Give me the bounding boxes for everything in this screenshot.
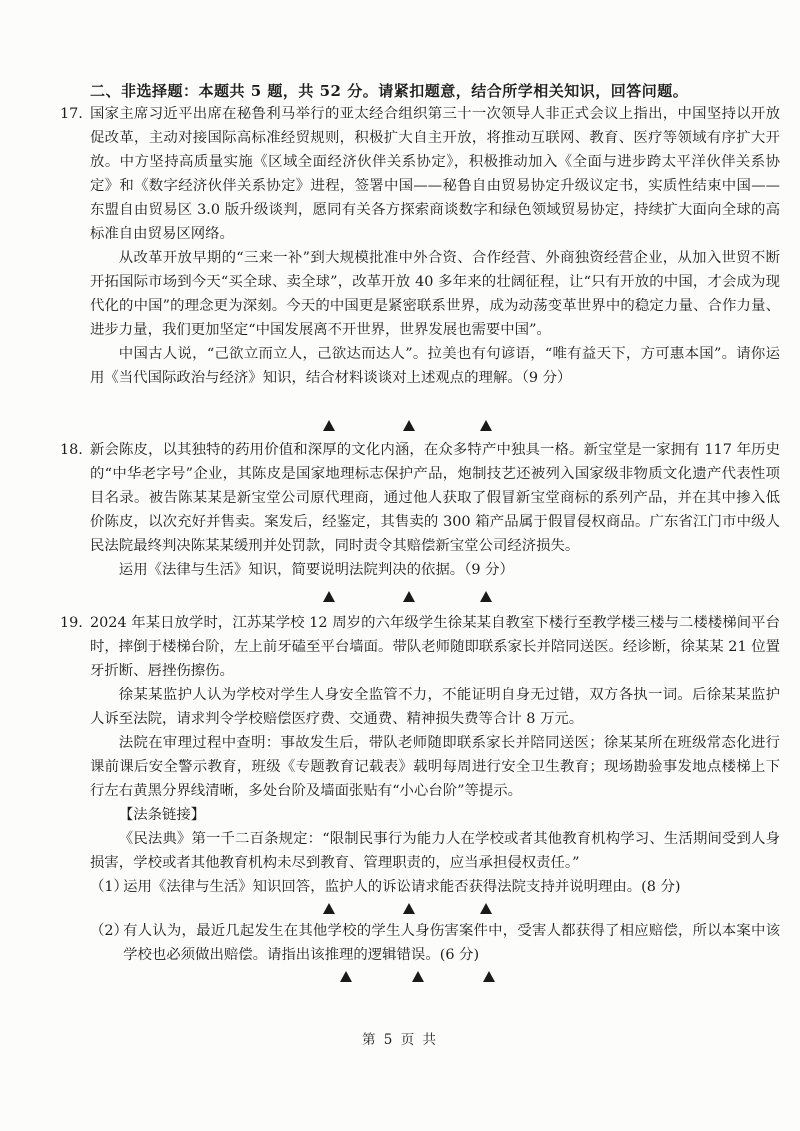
page-footer <box>0 1028 800 1048</box>
triangle-mark-icon <box>483 971 495 982</box>
question-paragraph: 中国古人说，“己欲立而立人，己欲达而达人”。拉美也有句谚语，“唯有益天下，方可惠本国”。请你运用《当代国际政治与经济》知识，结合材料谈谈对上述观点的理解。（9 分） <box>90 346 780 386</box>
question-paragraph: 2024 年某日放学时，江苏某学校 12 周岁的六年级学生徐某某自教室下楼行至教学楼三楼与二楼楼梯间平台时，摔倒于楼梯台阶，左上前牙磕至平台墙面。带队老师随即联系家长并陪同送医。经诊断，徐某某 21 位置牙折断、唇挫伤擦伤。 <box>90 615 780 679</box>
question-18 <box>60 438 780 582</box>
question-17 <box>60 102 780 390</box>
triangle-mark-icon <box>412 971 424 982</box>
triangle-mark-icon <box>323 420 335 431</box>
triangle-mark-icon <box>323 903 335 914</box>
triangle-mark-icon <box>480 420 492 431</box>
question-paragraph: 从改革开放早期的“三来一补”到大规模批准中外合资、合作经营、外商独资经营企业，从加入世贸不断开拓国际市场到今天“买全球、卖全球”，改革开放 40 多年来的壮阔征程，让“只有开放的中国，才会成为现代化的中国”的理念更为深刻。今天的中国更是紧密联系世界，成为动荡变革世界中的稳定力量、合作力量、进步力量，我们更加坚定“中国发展离不开世界，世界发展也需要中国”。 <box>90 250 780 338</box>
question-19 <box>60 611 780 987</box>
triangle-mark-icon <box>480 903 492 914</box>
question-paragraph: 运用《法律与生活》知识，简要说明法院判决的依据。（9 分） <box>118 562 514 578</box>
triangle-mark-icon <box>340 971 352 982</box>
separator-marks <box>0 591 800 609</box>
footer-prefix: 第 <box>362 1032 378 1048</box>
question-paragraph: 新会陈皮，以其独特的药用价值和深厚的文化内涵，在众多特产中独具一格。新宝堂是一家拥有 117 年历史的“中华老字号”企业，其陈皮是国家地理标志保护产品，炮制技艺还被列入国家级非物质文化遗产代表性项目名录。被告陈某某是新宝堂公司原代理商，通过他人获取了假冒新宝堂商标的系列产品，并在其中掺入低价陈皮，以次充好并售卖。案发后，经鉴定，其售卖的 300 箱产品属于假冒侵权商品。广东省江门市中级人民法院最终判决陈某某缓刑并处罚款，同时责令其赔偿新宝堂公司经济损失。 <box>90 442 780 554</box>
separator-marks <box>0 967 800 987</box>
sub-question-label: （2） <box>90 923 128 939</box>
triangle-mark-icon <box>480 591 492 602</box>
separator-marks <box>0 420 800 438</box>
triangle-mark-icon <box>403 903 415 914</box>
question-number: 18. <box>60 442 83 458</box>
question-paragraph: 法院在审理过程中查明：事故发生后，带队老师随即联系家长并陪同送医；徐某某所在班级常态化进行课前课后安全警示教育，班级《专题教育记载表》载明每周进行安全卫生教育；现场勘验事发地点楼梯上下行左右黄黑分界线清晰，多处台阶及墙面张贴有“小心台阶”等提示。 <box>90 735 780 799</box>
question-number: 17. <box>60 106 83 122</box>
separator-marks <box>0 899 800 919</box>
question-paragraph: 国家主席习近平出席在秘鲁利马举行的亚太经合组织第三十一次领导人非正式会议上指出，中国坚持以开放促改革，主动对接国际高标准经贸规则，积极扩大自主开放，将推动互联网、教育、医疗等领域有序扩大开放。中方坚持高质量实施《区域全面经济伙伴关系协定》，积极推动加入《全面与进步跨太平洋伙伴关系协定》和《数字经济伙伴关系协定》进程，签署中国——秘鲁自由贸易协定升级议定书，实质性结束中国——东盟自由贸易区 3.0 版升级谈判，愿同有关各方探索商谈数字和绿色领域贸易协定，持续扩大面向全球的高标准自由贸易区网络。 <box>90 106 780 242</box>
triangle-mark-icon <box>403 591 415 602</box>
triangle-mark-icon <box>403 420 415 431</box>
law-link-title: 【法条链接】 <box>118 807 206 823</box>
sub-question-2 <box>90 919 780 967</box>
section-header: 二、非选择题：本题共 5 题，共 52 分。请紧扣题意，结合所学相关知识，回答问题。 <box>90 82 689 100</box>
triangle-mark-icon <box>323 591 335 602</box>
footer-page-number: 5 <box>383 1032 395 1048</box>
footer-suffix: 页 共 <box>400 1032 438 1048</box>
sub-question-1 <box>90 875 780 899</box>
sub-question-label: （1） <box>90 879 128 895</box>
law-link-text: 《民法典》第一千二百条规定：“限制民事行为能力人在学校或者其他教育机构学习、生活期间受到人身损害，学校或者其他教育机构未尽到教育、管理职责的，应当承担侵权责任。” <box>90 831 780 871</box>
sub-question-text: 运用《法律与生活》知识回答，监护人的诉讼请求能否获得法院支持并说明理由。(8 分) <box>123 879 681 895</box>
question-paragraph: 徐某某监护人认为学校对学生人身安全监管不力，不能证明自身无过错，双方各执一词。后徐某某监护人诉至法院，请求判令学校赔偿医疗费、交通费、精神损失费等合计 8 万元。 <box>90 687 780 727</box>
question-number: 19. <box>60 615 83 631</box>
sub-question-text: 有人认为，最近几起发生在其他学校的学生人身伤害案件中，受害人都获得了相应赔偿，所以本案中该学校也必须做出赔偿。请指出该推理的逻辑错误。(6 分) <box>123 923 780 963</box>
